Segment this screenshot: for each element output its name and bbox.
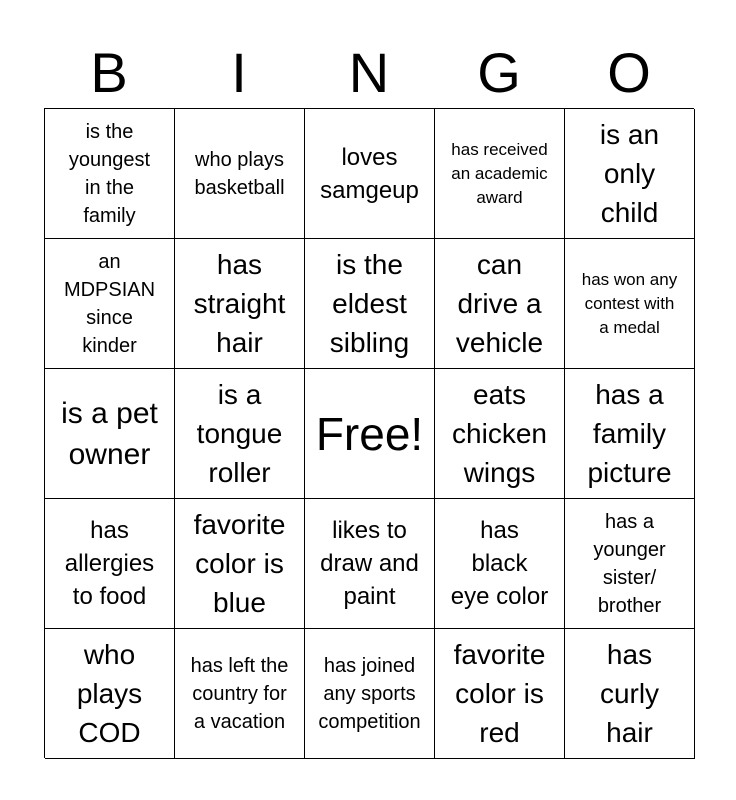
cell-text: eats chicken wings [452,379,547,488]
cell-text: likes to draw and paint [320,517,419,610]
bingo-cell[interactable] [175,629,305,759]
cell-text: is a tongue roller [196,379,283,488]
cell-text: has straight hair [193,249,286,358]
bingo-cell[interactable] [305,499,435,629]
cell-text: can drive a vehicle [455,249,544,358]
cell-text: has won any contest with a medal [581,269,678,337]
bingo-cell[interactable] [305,109,435,239]
bingo-cell[interactable] [565,109,695,239]
cell-text: who plays COD [76,639,143,748]
cell-text: loves samgeup [320,143,419,204]
bingo-cell[interactable] [175,369,305,499]
cell-text: favorite color is blue [193,509,286,618]
cell-text: has curly hair [599,639,660,748]
cell-text: is a pet owner [61,396,158,471]
cell-text: is an only child [599,119,660,228]
bingo-grid [44,108,694,758]
bingo-cell[interactable] [435,109,565,239]
cell-text: favorite color is red [453,639,546,748]
bingo-cell[interactable] [175,239,305,369]
bingo-cell-free[interactable] [305,369,435,499]
cell-text: is the eldest sibling [329,249,410,358]
bingo-cell[interactable] [305,239,435,369]
cell-text: is the youngest in the family [68,120,151,227]
bingo-cell[interactable] [305,629,435,759]
bingo-cell[interactable] [45,109,175,239]
bingo-header [44,38,694,108]
free-space-text: Free! [315,407,424,460]
bingo-cell[interactable] [565,499,695,629]
bingo-cell[interactable] [175,109,305,239]
bingo-cell[interactable] [435,499,565,629]
cell-text: has received an academic award [451,139,548,207]
bingo-cell[interactable] [435,629,565,759]
cell-text: who plays basketball [194,148,285,199]
cell-text: has black eye color [450,517,549,610]
bingo-cell[interactable] [435,239,565,369]
header-letter-g: G [477,41,521,104]
bingo-cell[interactable] [565,239,695,369]
header-letter-i: I [231,41,247,104]
bingo-cell[interactable] [435,369,565,499]
cell-text: an MDPSIAN since kinder [63,250,156,357]
bingo-cell[interactable] [45,369,175,499]
header-letter-b: B [90,41,128,104]
bingo-cell[interactable] [45,239,175,369]
bingo-cell[interactable] [175,499,305,629]
cell-text: has left the country for a vacation [190,654,289,733]
cell-text: has joined any sports competition [318,654,421,733]
bingo-cell[interactable] [45,499,175,629]
cell-text: has a family picture [587,379,672,488]
cell-text: has a younger sister/ brother [593,510,666,617]
bingo-cell[interactable] [565,629,695,759]
bingo-cell[interactable] [45,629,175,759]
header-letter-n: N [348,41,390,104]
cell-text: has allergies to food [64,517,155,610]
bingo-cell[interactable] [565,369,695,499]
header-letter-o: O [607,41,651,104]
